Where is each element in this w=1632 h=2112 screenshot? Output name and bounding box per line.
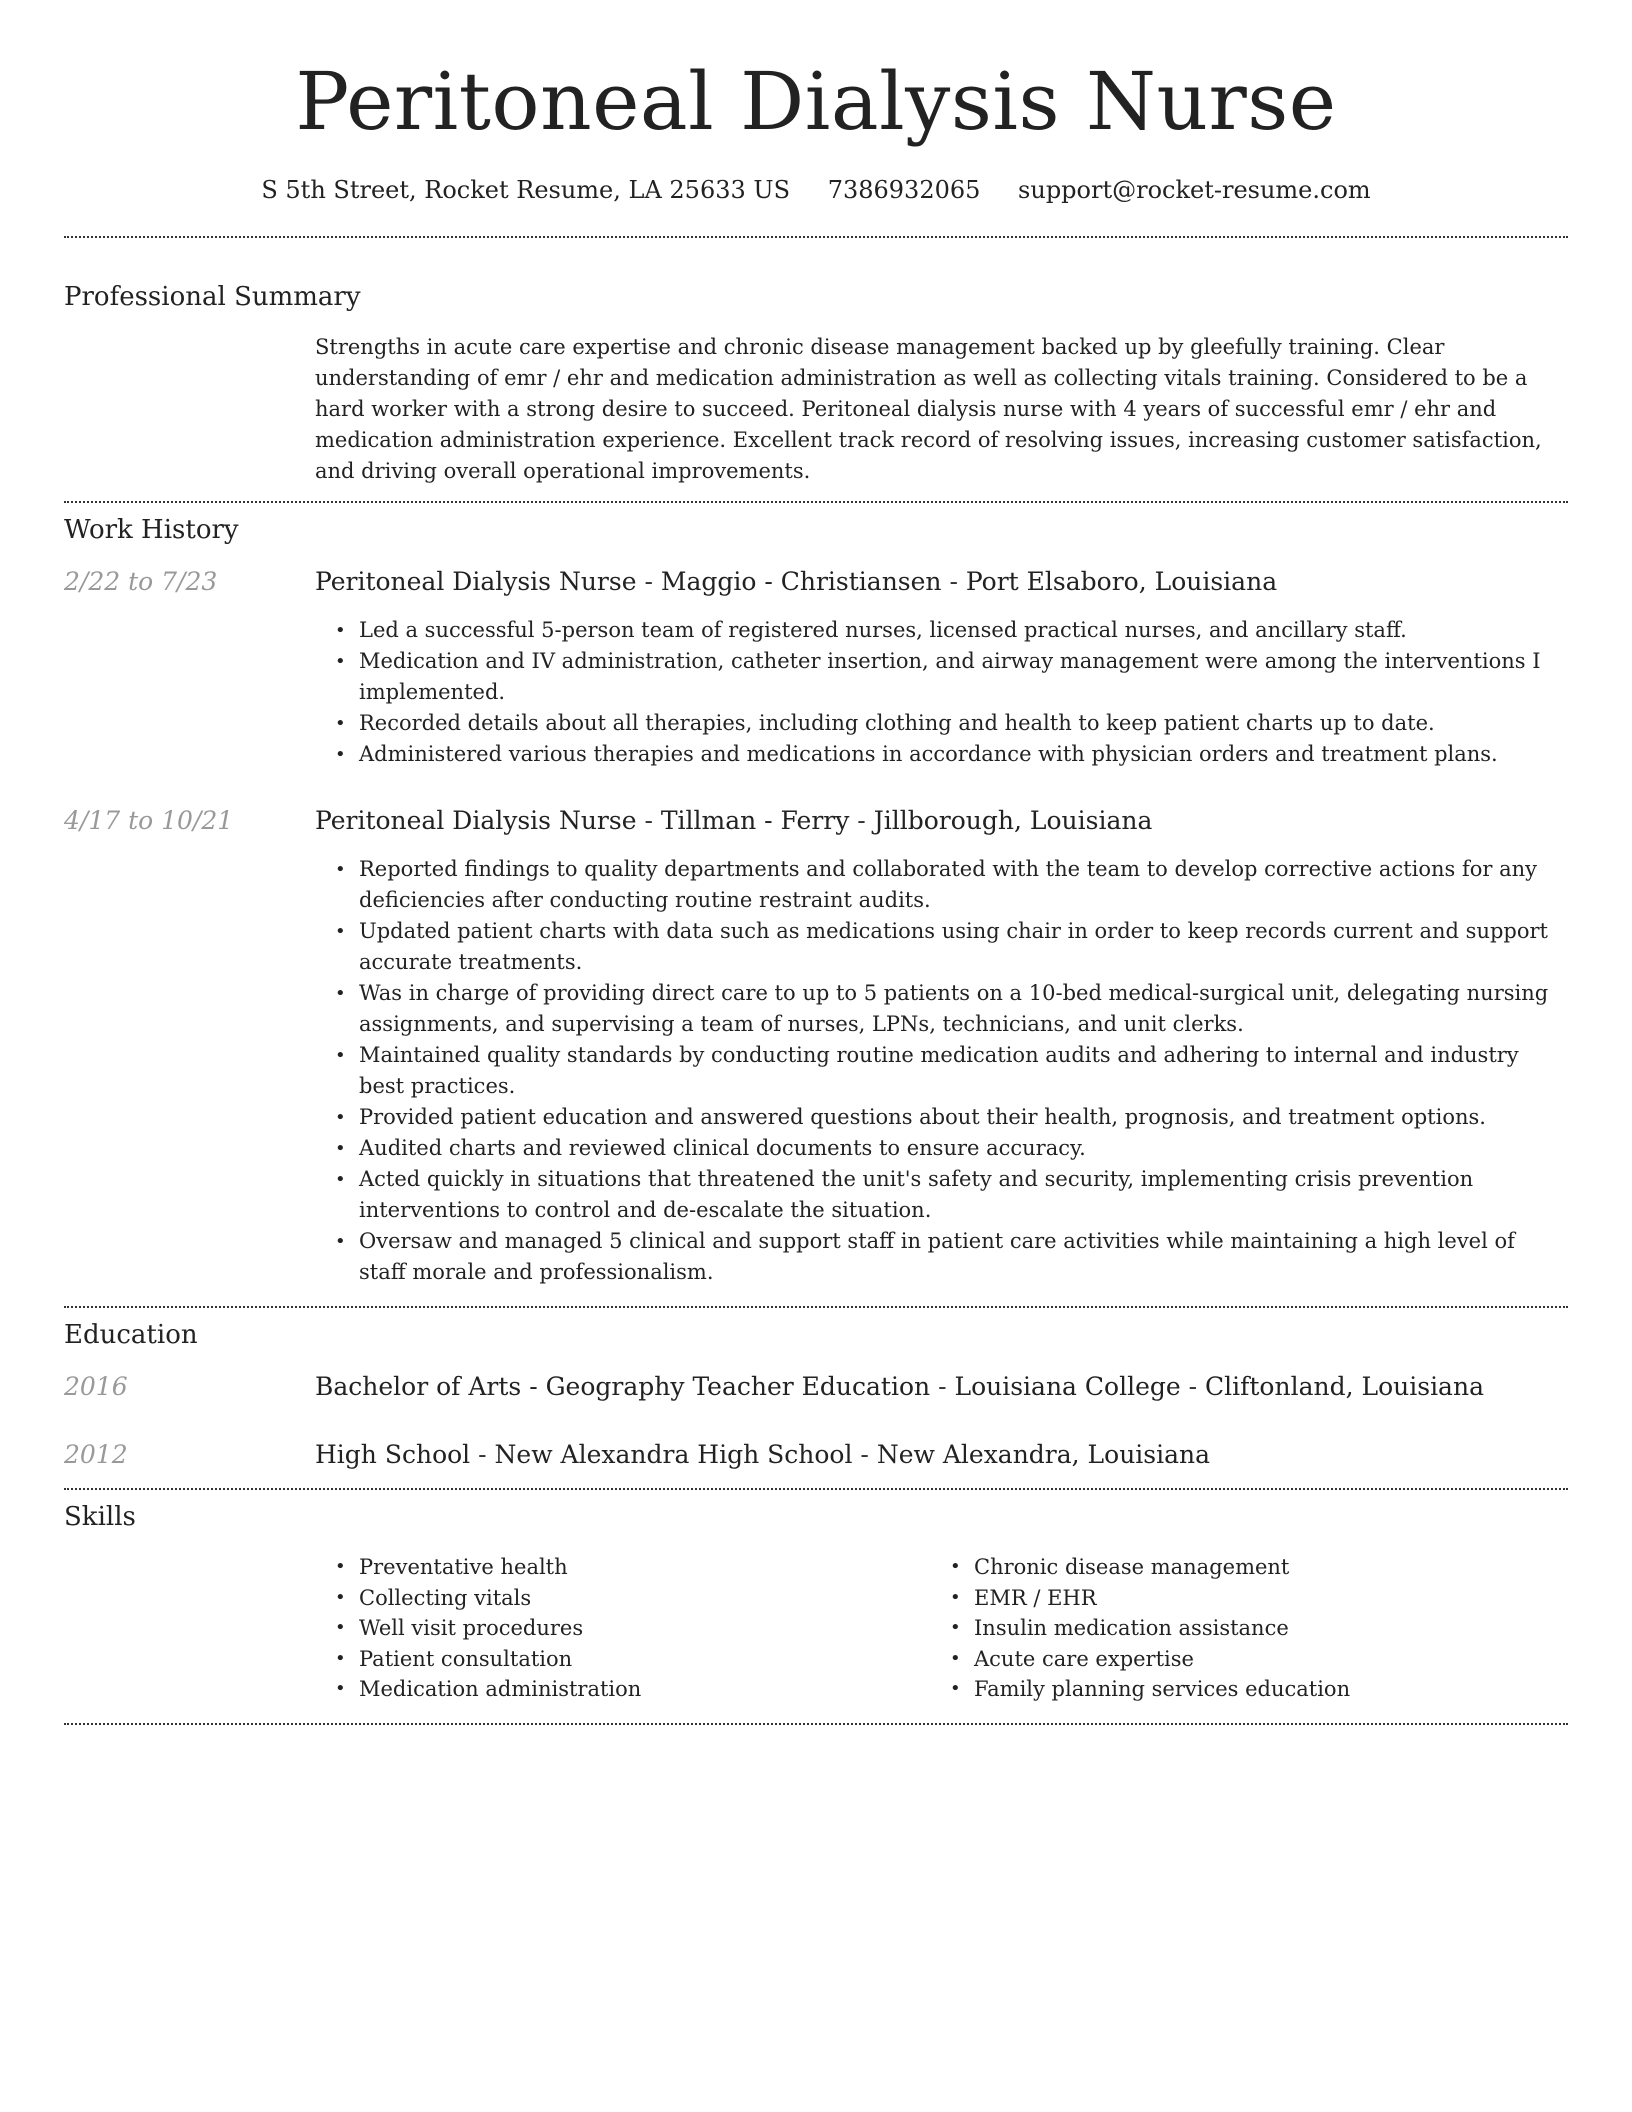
skills-section: [64, 1490, 1568, 1723]
job-bullets: [315, 854, 1568, 1288]
job-bullet: • Acted quickly in situations that threatened the unit's safety and security, implementing crisis prevention interventions to control and de-escalate the situation.: [359, 1164, 1568, 1226]
skills-bullets: [930, 1552, 1545, 1705]
education-location: Cliftonland, Louisiana: [1205, 1372, 1484, 1401]
skill-item: • Preventative health: [359, 1552, 930, 1583]
job-location: Jillborough, Louisiana: [873, 806, 1153, 835]
job-dates: 2/22 to 7/23: [64, 567, 218, 596]
divider: [64, 1723, 1568, 1725]
skills-column-left: [315, 1552, 930, 1705]
skill-item: • EMR / EHR: [974, 1583, 1545, 1614]
job-details: [315, 565, 1568, 770]
job-employer: Maggio - Christiansen: [660, 567, 942, 596]
section-title-summary: Professional Summary: [64, 282, 361, 312]
job-bullet: • Recorded details about all therapies, including clothing and health to keep patient charts up to date.: [359, 708, 1568, 739]
separator: -: [849, 806, 874, 835]
job-role: Peritoneal Dialysis Nurse: [315, 806, 637, 835]
job-details: [315, 804, 1568, 1288]
job-entry: [64, 804, 1568, 1288]
separator: -: [852, 1440, 877, 1469]
job-location: Port Elsaboro, Louisiana: [965, 567, 1278, 596]
contact-address: S 5th Street, Rocket Resume, LA 25633 US: [261, 176, 791, 204]
education-entry: [64, 1370, 1568, 1404]
spacer: [64, 1705, 1568, 1723]
spacer: [64, 1288, 1568, 1306]
education-degree: High School: [315, 1440, 471, 1469]
skill-item: • Insulin medication assistance: [974, 1613, 1545, 1644]
separator: -: [1180, 1372, 1206, 1401]
education-year: 2012: [64, 1440, 128, 1469]
job-bullet: • Provided patient education and answered questions about their health, prognosis, and treatment options.: [359, 1102, 1568, 1133]
skill-item: • Family planning services education: [974, 1674, 1545, 1705]
job-entry: [64, 565, 1568, 770]
work-history-section: [64, 503, 1568, 1306]
contact-phone: 7386932065: [827, 176, 981, 204]
education-school: New Alexandra High School: [494, 1440, 853, 1469]
skill-item: • Acute care expertise: [974, 1644, 1545, 1675]
separator: -: [941, 567, 966, 596]
job-bullet: • Audited charts and reviewed clinical documents to ensure accuracy.: [359, 1133, 1568, 1164]
education-degree: Bachelor of Arts - Geography Teacher Education: [315, 1372, 931, 1401]
skills-bullets: [315, 1552, 930, 1705]
job-bullet: • Was in charge of providing direct care to up to 5 patients on a 10-bed medical-surgical unit, delegating nursing assignments, and supervising a team of nurses, LPNs, technicians, and unit clerks.: [359, 978, 1568, 1040]
job-bullets: [315, 615, 1568, 770]
resume-header: [64, 0, 1568, 206]
separator: -: [930, 1372, 955, 1401]
job-dates: 4/17 to 10/21: [64, 806, 234, 835]
education-entry: [64, 1438, 1568, 1472]
job-bullet: • Oversaw and managed 5 clinical and support staff in patient care activities while maintaining a high level of staff morale and professionalism.: [359, 1226, 1568, 1288]
job-title-line: [315, 565, 1568, 599]
job-employer: Tillman - Ferry: [660, 806, 850, 835]
summary-text: Strengths in acute care expertise and chronic disease management backed up by gleefully training. Clear understanding of emr / ehr and medication administration as well as collecting vitals training. Considered to be a hard worker with a strong desire to succeed. Peritoneal dialysis nurse with 4 years of successful emr / ehr and medication administration experience. Excellent track record of resolving issues, increasing customer satisfaction, and driving overall operational improvements.: [315, 335, 1542, 483]
contact-line: [64, 174, 1568, 206]
job-bullet: • Updated patient charts with data such as medications using chair in order to keep records current and support accurate treatments.: [359, 916, 1568, 978]
contact-email: support@rocket-resume.com: [1018, 176, 1371, 204]
education-school: Louisiana College: [954, 1372, 1181, 1401]
skills-column-right: [930, 1552, 1545, 1705]
job-bullet: • Led a successful 5-person team of registered nurses, licensed practical nurses, and ancillary staff.: [359, 615, 1568, 646]
education-line: [315, 1370, 1568, 1404]
skill-item: • Chronic disease management: [974, 1552, 1545, 1583]
education-location: New Alexandra, Louisiana: [876, 1440, 1211, 1469]
separator: -: [470, 1440, 495, 1469]
separator: -: [636, 806, 661, 835]
job-bullet: • Medication and IV administration, catheter insertion, and airway management were among the interventions I implemented.: [359, 646, 1568, 708]
separator: -: [636, 567, 661, 596]
skill-item: • Medication administration: [359, 1674, 930, 1705]
skill-item: • Well visit procedures: [359, 1613, 930, 1644]
spacer: [64, 1472, 1568, 1488]
job-bullet: • Maintained quality standards by conducting routine medication audits and adhering to internal and industry best practices.: [359, 1040, 1568, 1102]
candidate-name: Peritoneal Dialysis Nurse: [295, 55, 1337, 148]
section-title-work-history: Work History: [64, 515, 239, 545]
job-title-line: [315, 804, 1568, 838]
job-bullet: • Reported findings to quality departments and collaborated with the team to develop corrective actions for any deficiencies after conducting routine restraint audits.: [359, 854, 1568, 916]
skills-list: [64, 1552, 1568, 1705]
section-title-education: Education: [64, 1320, 198, 1350]
job-role: Peritoneal Dialysis Nurse: [315, 567, 637, 596]
education-line: [315, 1438, 1568, 1472]
skill-item: • Patient consultation: [359, 1644, 930, 1675]
skill-item: • Collecting vitals: [359, 1583, 930, 1614]
education-year: 2016: [64, 1372, 128, 1401]
section-title-skills: Skills: [64, 1502, 136, 1532]
summary-section: [64, 238, 1568, 501]
job-bullet: • Administered various therapies and medications in accordance with physician orders and treatment plans.: [359, 739, 1568, 770]
education-section: [64, 1308, 1568, 1488]
